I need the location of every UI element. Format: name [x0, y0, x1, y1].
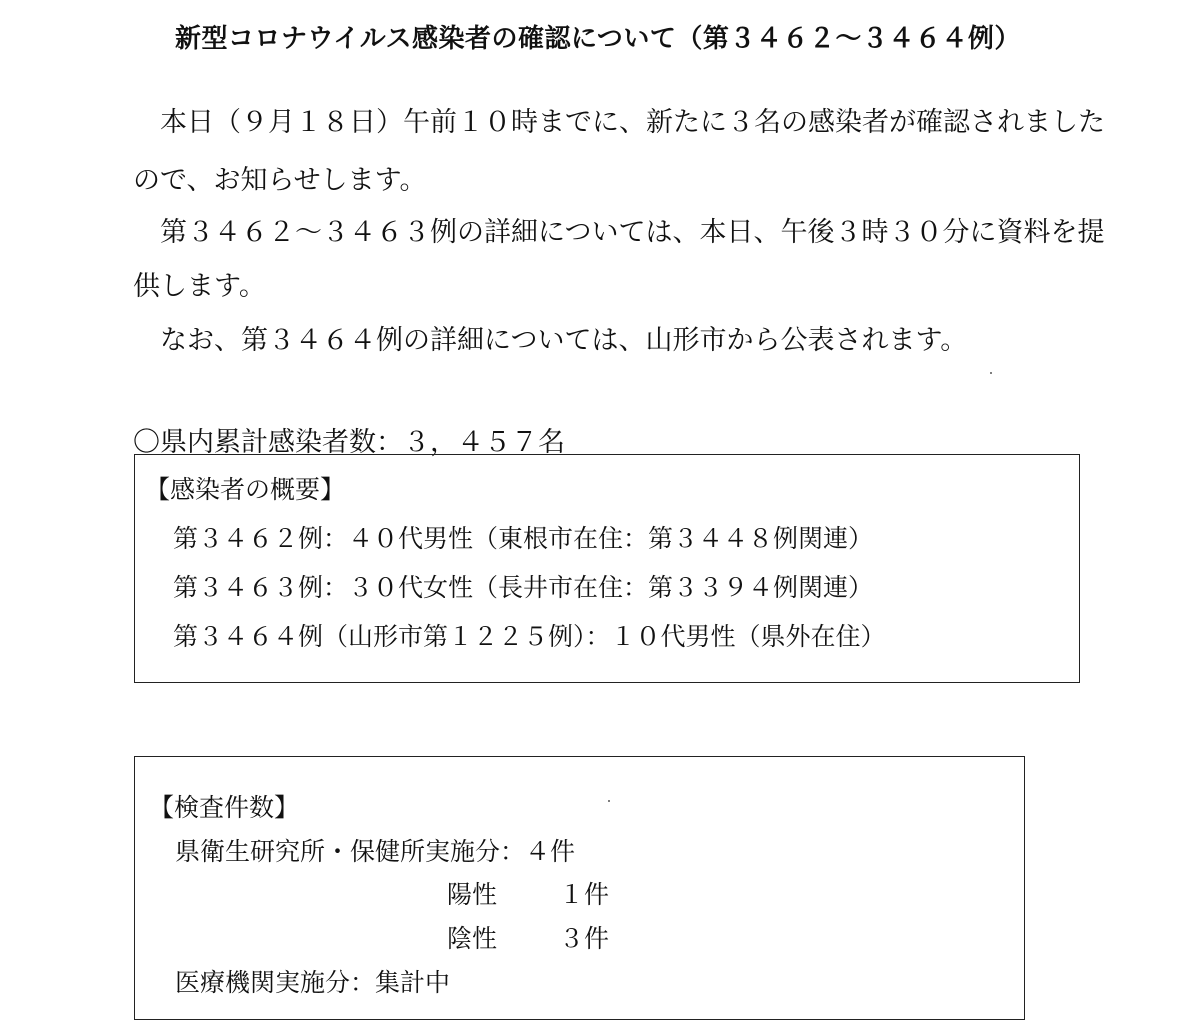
document-title: 新型コロナウイルス感染者の確認について（第３４６２〜３４６４例）	[175, 24, 1021, 54]
prefectural-tests: 県衛生研究所・保健所実施分：４件	[175, 837, 576, 866]
case-item: 第３４６３例：３０代女性（長井市在住：第３３９４例関連）	[173, 573, 874, 602]
paragraph-announcement-line1: 本日（９月１８日）午前１０時までに、新たに３名の感染者が確認されました	[160, 107, 1105, 138]
medical-tests: 医療機関実施分：集計中	[175, 968, 451, 997]
case-summary-box	[134, 454, 1080, 683]
scan-speck	[608, 800, 610, 802]
case-item: 第３４６４例（山形市第１２２５例）：１０代男性（県外在住）	[173, 622, 886, 651]
test-count-box	[134, 756, 1025, 1020]
negative-label: 陰性	[447, 924, 498, 953]
paragraph-details-line1: 第３４６２〜３４６３例の詳細については、本日、午後３時３０分に資料を提	[160, 217, 1105, 248]
positive-label: 陽性	[447, 880, 498, 909]
positive-value: １件	[559, 880, 610, 909]
paragraph-details-line2: 供します。	[133, 271, 266, 302]
negative-value: ３件	[559, 924, 610, 953]
case-item: 第３４６２例：４０代男性（東根市在住：第３４４８例関連）	[173, 524, 874, 553]
case-summary-heading: 【感染者の概要】	[145, 475, 346, 504]
cumulative-count: 〇県内累計感染者数：３，４５７名	[133, 427, 565, 458]
paragraph-yamagata-note: なお、第３４６４例の詳細については、山形市から公表されます。	[160, 325, 968, 356]
test-count-heading: 【検査件数】	[149, 793, 300, 822]
scan-speck	[990, 372, 992, 374]
paragraph-announcement-line2: ので、お知らせします。	[133, 165, 427, 196]
